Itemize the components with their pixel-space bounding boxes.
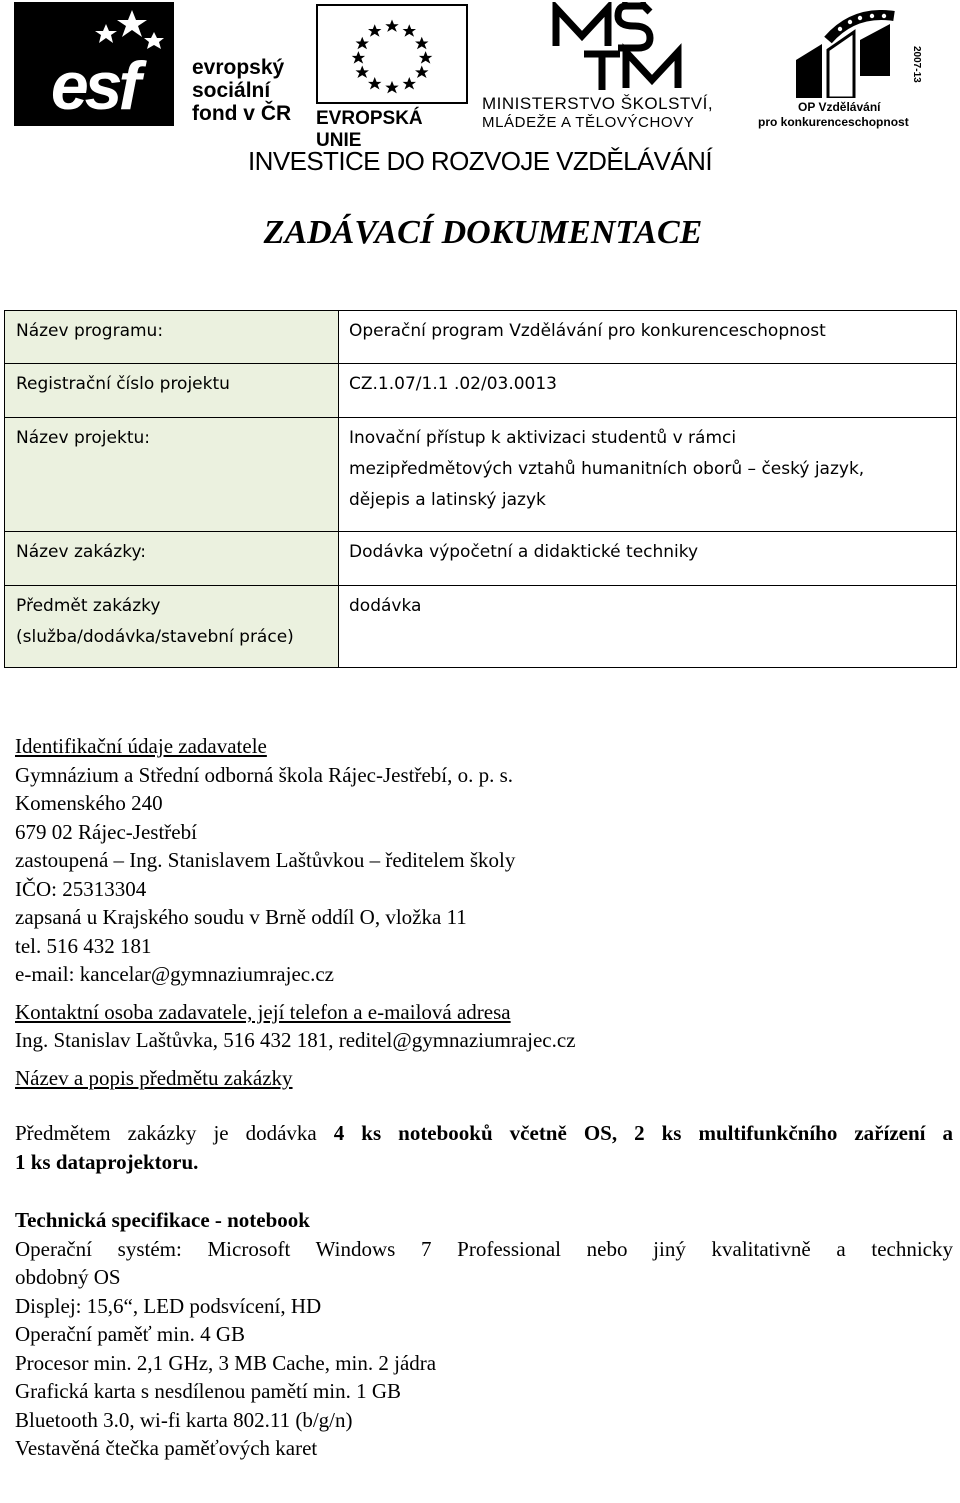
subject-items-cont: 1 ks dataprojektoru. (15, 1149, 199, 1174)
section-heading: Název a popis předmětu zakázky (15, 1065, 293, 1090)
op-name-line2: pro konkurenceschopnost (758, 115, 909, 129)
spec-item: Displej: 15,6“, LED podsvícení, HD (15, 1293, 322, 1318)
table-value-cell: dodávka (339, 586, 957, 668)
table-row (5, 586, 957, 668)
spec-heading: Technická specifikace - notebook (15, 1208, 310, 1232)
authority-line: 679 02 Rájec-Jestřebí (15, 819, 197, 844)
section-heading: Kontaktní osoba zadavatele, její telefon a e-mailová adresa (15, 999, 511, 1024)
spec-section (15, 1206, 953, 1463)
op-logo (758, 2, 948, 130)
table-row (5, 364, 957, 418)
authority-line: IČO: 25313304 (15, 876, 147, 901)
msmt-logo (482, 2, 750, 130)
op-mark-icon (794, 10, 906, 98)
table-label-cell: Název programu: (5, 311, 339, 364)
authority-email: e-mail: kancelar@gymnaziumrajec.cz (15, 962, 334, 986)
esf-name (192, 56, 291, 125)
logo-header (0, 0, 960, 176)
subject-section (15, 1064, 953, 1177)
table-value-cell: Operační program Vzdělávání pro konkurenceschopnost (339, 311, 957, 364)
esf-logo (14, 2, 304, 130)
esf-line: sociální (192, 79, 271, 102)
project-info-table (4, 310, 957, 668)
table-label-cell: Název projektu: (5, 418, 339, 532)
msmt-name-line2: MLÁDEŽE A TĚLOVÝCHOVY (482, 114, 695, 131)
authority-line: tel. 516 432 181 (15, 933, 152, 958)
op-year-text: 2007-13 (911, 46, 922, 83)
section-heading: Identifikační údaje zadavatele (15, 734, 267, 758)
table-row (5, 532, 957, 586)
contact-section (15, 998, 953, 1055)
eu-flag-icon (316, 4, 468, 104)
table-row (5, 418, 957, 532)
msmt-mark-icon (552, 2, 682, 92)
eu-label: EVROPSKÁ UNIE (316, 108, 423, 151)
esf-mark-text: esf (50, 48, 138, 124)
subject-intro: Předmětem zakázky je dodávka (15, 1121, 334, 1145)
msmt-name-line1: MINISTERSTVO ŠKOLSTVÍ, (482, 94, 714, 113)
table-label-cell: Název zakázky: (5, 532, 339, 586)
subject-items: 4 ks notebooků včetně OS, 2 ks multifunkčního zařízení a (333, 1121, 953, 1145)
spec-item: Operační paměť min. 4 GB (15, 1322, 245, 1346)
spec-item: Procesor min. 2,1 GHz, 3 MB Cache, min. 2 jádra (15, 1350, 437, 1375)
table-value-cell: CZ.1.07/1.1 .02/03.0013 (339, 364, 957, 418)
authority-line: zapsaná u Krajského soudu v Brně oddíl O, vložka 11 (15, 905, 467, 929)
subject-description-cont (15, 1148, 953, 1177)
authority-line: Komenského 240 (15, 791, 163, 815)
esf-line: evropský (192, 56, 285, 79)
tagline: INVESTICE DO ROZVOJE VZDĚLÁVÁNÍ (248, 146, 712, 176)
contracting-authority-section (15, 732, 953, 989)
value-line: mezipředmětových vztahů humanitních oborů – český jazyk, (349, 459, 865, 479)
spec-os-line: Operační systém: Microsoft Windows 7 Professional nebo jiný kvalitativně a technicky (15, 1236, 953, 1261)
spec-item: Vestavěná čtečka paměťových karet (15, 1436, 318, 1460)
eu-logo (316, 4, 472, 151)
authority-line: Gymnázium a Střední odborná škola Rájec-Jestřebí, o. p. s. (15, 762, 514, 787)
document-body (15, 732, 953, 1463)
op-name-line1: OP Vzdělávání (798, 100, 881, 114)
table-value-cell (339, 418, 957, 532)
subject-description (15, 1119, 953, 1148)
table-row (5, 311, 957, 364)
section-heading (15, 1206, 953, 1235)
table-value-cell: Dodávka výpočetní a didaktické techniky (339, 532, 957, 586)
esf-line: fond v ČR (192, 102, 292, 125)
value-line: Inovační přístup k aktivizaci studentů v rámci (349, 428, 737, 448)
spec-item: Bluetooth 3.0, wi-fi karta 802.11 (b/g/n) (15, 1407, 353, 1432)
document-title: ZADÁVACÍ DOKUMENTACE (263, 214, 703, 251)
contact-line: Ing. Stanislav Laštůvka, 516 432 181, reditel@gymnaziumrajec.cz (15, 1028, 576, 1052)
label-line: (služba/dodávka/stavební práce) (16, 627, 294, 647)
value-line: dějepis a latinský jazyk (349, 490, 546, 510)
table-label-cell: Registrační číslo projektu (5, 364, 339, 418)
label-line: Předmět zakázky (16, 596, 161, 616)
spec-os-line-cont: obdobný OS (15, 1265, 121, 1289)
spec-item: Grafická karta s nesdílenou pamětí min. 1 GB (15, 1379, 402, 1403)
op-year-badge (908, 46, 924, 106)
authority-line: zastoupená – Ing. Stanislavem Laštůvkou – ředitelem školy (15, 848, 516, 872)
table-label-cell (5, 586, 339, 668)
